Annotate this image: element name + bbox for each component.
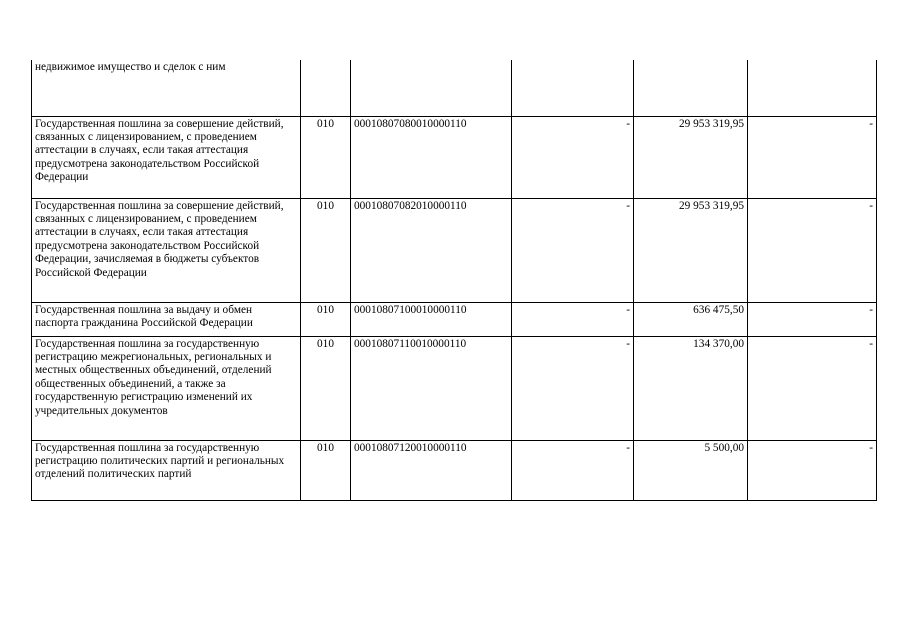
- remaining-amount-cell: -: [748, 302, 877, 336]
- admin-code-cell: 010: [301, 336, 351, 440]
- budget-code-cell: 00010807110010000110: [351, 336, 512, 440]
- remaining-amount-cell: -: [748, 198, 877, 302]
- approved-amount-cell: [512, 60, 634, 116]
- revenue-name-cell: Государственная пошлина за совершение действий, связанных с лицензированием, с проведением аттестации в случаях, если такая аттестация предусмотрена законодательством Российской Федерации, зачисляемая в бюджеты субъектов Российской Федерации: [32, 198, 301, 302]
- revenue-name-cell: Государственная пошлина за государственную регистрацию политических партий и региональных отделений политических партий: [32, 440, 301, 500]
- revenue-table: [31, 60, 877, 501]
- executed-amount-cell: 134 370,00: [634, 336, 748, 440]
- budget-code-cell: [351, 60, 512, 116]
- admin-code-cell: 010: [301, 116, 351, 198]
- budget-code-cell: 00010807080010000110: [351, 116, 512, 198]
- table-row: [32, 116, 877, 198]
- approved-amount-cell: -: [512, 440, 634, 500]
- approved-amount-cell: -: [512, 336, 634, 440]
- revenue-name-cell: Государственная пошлина за государственную регистрацию межрегиональных, региональных и местных общественных объединений, отделений общественных объединений, а также за государственную регистрацию изменений их учредительных документов: [32, 336, 301, 440]
- remaining-amount-cell: -: [748, 440, 877, 500]
- remaining-amount-cell: -: [748, 116, 877, 198]
- remaining-amount-cell: [748, 60, 877, 116]
- table-row: [32, 60, 877, 116]
- budget-code-cell: 00010807100010000110: [351, 302, 512, 336]
- revenue-name-cell: недвижимое имущество и сделок с ним: [32, 60, 301, 116]
- admin-code-cell: [301, 60, 351, 116]
- admin-code-cell: 010: [301, 302, 351, 336]
- approved-amount-cell: -: [512, 116, 634, 198]
- revenue-name-cell: Государственная пошлина за выдачу и обмен паспорта гражданина Российской Федерации: [32, 302, 301, 336]
- executed-amount-cell: 5 500,00: [634, 440, 748, 500]
- executed-amount-cell: 29 953 319,95: [634, 116, 748, 198]
- budget-code-cell: 00010807120010000110: [351, 440, 512, 500]
- approved-amount-cell: -: [512, 198, 634, 302]
- admin-code-cell: 010: [301, 198, 351, 302]
- budget-code-cell: 00010807082010000110: [351, 198, 512, 302]
- approved-amount-cell: -: [512, 302, 634, 336]
- table-row: [32, 440, 877, 500]
- executed-amount-cell: 29 953 319,95: [634, 198, 748, 302]
- executed-amount-cell: 636 475,50: [634, 302, 748, 336]
- table-row: [32, 198, 877, 302]
- table-row: [32, 302, 877, 336]
- admin-code-cell: 010: [301, 440, 351, 500]
- executed-amount-cell: [634, 60, 748, 116]
- revenue-name-cell: Государственная пошлина за совершение действий, связанных с лицензированием, с проведением аттестации в случаях, если такая аттестация предусмотрена законодательством Российской Федерации: [32, 116, 301, 198]
- remaining-amount-cell: -: [748, 336, 877, 440]
- table-row: [32, 336, 877, 440]
